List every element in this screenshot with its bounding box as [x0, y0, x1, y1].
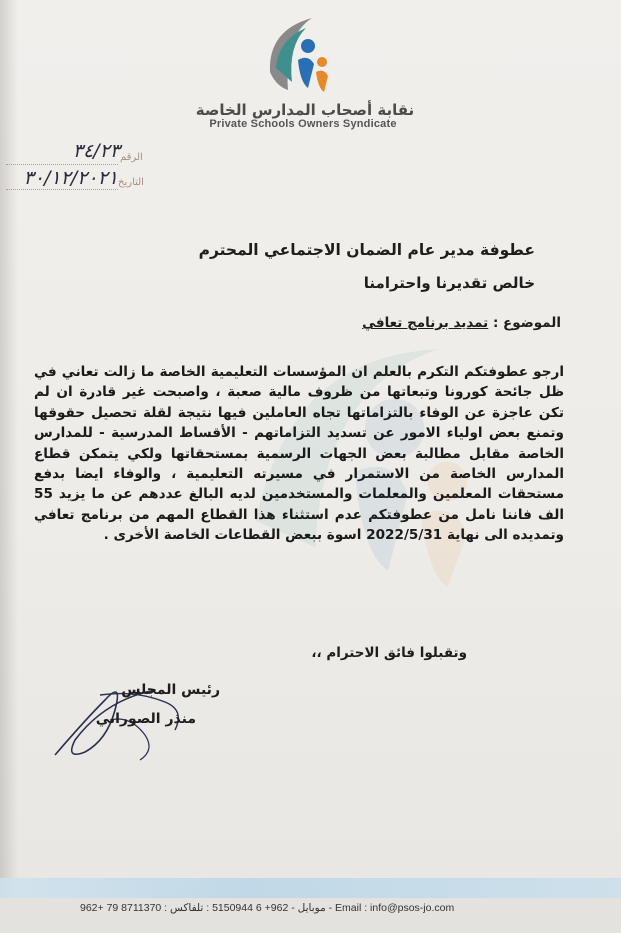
date-label: التاريخ: [118, 177, 144, 188]
letter-body: ارجو عطوفتكم التكرم بالعلم ان المؤسسات التعليمية الخاصة ما زالت تعاني في ظل جائحة كورونا وتبعاتها من ظروف مالية صعبة ، واصبحت غير قادرة ان لم تكن عاجزة عن الوفاء بالتزاماتها تجاه العاملين فيها نتيجة لقلة تحصيل حقوقها وتمنع بعض اولياء الامور عن تسديد التزاماتهم - الأقساط المدرسية - للمدارس الخاصة مقابل مطالبة بعض الجهات الرسمية بمستحقاتها ولكي يتمكن قطاع المدارس الخاصة من الاستمرار في مسيرته التعليمية ، والوفاء ايضا بدفع مستحقات المعلمين والمعلمات والمستخدمين لديه البالغ عددهم عن ما يزيد 55 الف فاننا نامل من عطوفتكم عدم استثناء هذا القطاع المهم من برنامج تعافي وتمديده الى نهاية 2022/5/31 اسوة ببعض القطاعات الخاصة الأخرى .: [34, 364, 564, 544]
ref-dotted-line: [6, 164, 118, 165]
org-name-arabic: نقابة أصحاب المدارس الخاصة: [195, 101, 415, 119]
org-name-english: Private Schools Owners Syndicate: [209, 118, 397, 130]
ref-value: ٣٤/٢٣: [72, 140, 120, 162]
subject-value: تمديد برنامج تعافي: [362, 315, 489, 331]
date-value: ٣٠/١٢/٢٠٢١: [23, 167, 118, 189]
greeting: خالص تقديرنا واحترامنا: [363, 274, 535, 292]
signatory-title: رئيس المجلس: [121, 682, 220, 698]
signatory-name: منذر الصوراني: [95, 711, 196, 727]
subject-label: الموضوع :: [492, 315, 561, 331]
addressee: عطوفة مدير عام الضمان الاجتماعي المحترم: [198, 241, 535, 259]
ref-label: الرقم: [120, 152, 143, 163]
syndicate-logo-icon: [262, 12, 342, 102]
closing: وتقبلوا فائق الاحترام ،،: [311, 645, 467, 661]
date-dotted-line: [6, 189, 118, 190]
footer-color-band: [0, 878, 621, 898]
subject-line: [61, 315, 561, 331]
footer-contact-text: 962+ 79 8711370 : موبايل - 962+ 6 5150944 : تلفاكس - Email : info@psos-jo.com: [80, 902, 455, 914]
